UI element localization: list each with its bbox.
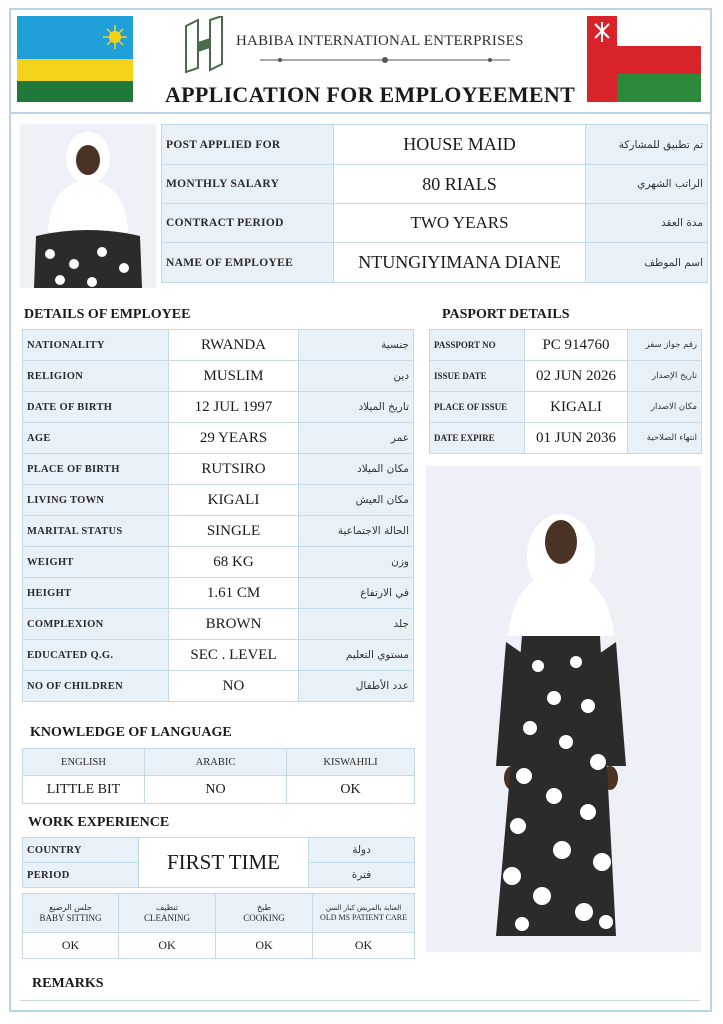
remarks-line [20,1000,700,1001]
table-row [23,454,414,485]
table-row [162,165,708,204]
passport-heading: PASPORT DETAILS [442,307,570,322]
passport-table [429,329,702,454]
table-row [430,330,702,361]
row-arabic: جلد [299,609,414,640]
salary-label: MONTHLY SALARY [162,165,334,204]
rwanda-flag [17,16,133,102]
row-value: SEC . LEVEL [169,640,299,671]
table-row [23,361,414,392]
table-row [162,204,708,243]
work-table [22,837,415,888]
work-heading: WORK EXPERIENCE [28,815,170,830]
skill-patient-care-value: OK [313,933,415,959]
row-arabic: تاريخ الميلاد [299,392,414,423]
row-label: WEIGHT [23,547,169,578]
row-arabic: رقم جواز سفر [628,330,702,361]
table-row [430,361,702,392]
skill-baby-sitting-value: OK [23,933,119,959]
table-row [23,776,415,804]
row-arabic: عدد الأطفال [299,671,414,702]
table-row [430,392,702,423]
row-arabic: دين [299,361,414,392]
row-label: NO OF CHILDREN [23,671,169,702]
post-value: HOUSE MAID [334,125,586,165]
skill-label: OLD MS PATIENT CARE [320,913,407,922]
skills-table [22,893,415,959]
oman-flag [587,16,701,102]
row-value: MUSLIM [169,361,299,392]
row-arabic: مكان الميلاد [299,454,414,485]
row-value: RWANDA [169,330,299,361]
table-row [23,578,414,609]
contract-value: TWO YEARS [334,204,586,243]
row-arabic: مستوي التعليم [299,640,414,671]
skill-arabic: طبخ [257,903,271,912]
row-value: PC 914760 [525,330,628,361]
table-row [23,671,414,702]
language-heading: KNOWLEDGE OF LANGUAGE [30,725,232,740]
row-arabic: مكان العيش [299,485,414,516]
employee-name-arabic: اسم الموطف [586,243,708,283]
skill-arabic: العناية بالمريض كبار السن [325,904,402,912]
skill-label: COOKING [243,913,285,923]
row-value: RUTSIRO [169,454,299,485]
company-name: HABIBA INTERNATIONAL ENTERPRISES [236,33,524,49]
language-header-arabic: ARABIC [145,749,287,776]
skill-patient-care-header [313,894,415,933]
table-row [23,640,414,671]
table-row [162,243,708,283]
table-row [23,894,415,933]
skill-arabic: جلس الرضيع [49,903,92,912]
language-table [22,748,415,804]
table-row [430,423,702,454]
skill-baby-sitting-header [23,894,119,933]
row-value: 02 JUN 2026 [525,361,628,392]
salary-value: 80 RIALS [334,165,586,204]
language-english-value: LITTLE BIT [23,776,145,804]
skill-arabic: تنظيف [156,903,178,912]
row-value: 12 JUL 1997 [169,392,299,423]
row-label: ISSUE DATE [430,361,525,392]
row-arabic: تاريخ الإصدار [628,361,702,392]
period-arabic: فترة [309,863,415,888]
table-row [23,838,415,863]
row-label: AGE [23,423,169,454]
table-row [23,392,414,423]
page-title: APPLICATION FOR EMPLOYEEMENT [164,82,576,107]
post-arabic: تم تطبيق للمشاركة [586,125,708,165]
table-row [23,330,414,361]
ornament-divider [260,55,510,65]
country-arabic: دولة [309,838,415,863]
row-arabic: وزن [299,547,414,578]
remarks-heading: REMARKS [32,976,104,991]
contract-label: CONTRACT PERIOD [162,204,334,243]
row-label: NATIONALITY [23,330,169,361]
skill-label: BABY SITTING [39,913,102,923]
row-arabic: انتهاء الصلاحية [628,423,702,454]
row-label: EDUCATED Q.G. [23,640,169,671]
table-row [23,547,414,578]
period-label: PERIOD [23,863,139,888]
skill-label: CLEANING [144,913,190,923]
row-value: KIGALI [525,392,628,423]
row-value: 1.61 CM [169,578,299,609]
skill-cleaning-header [119,894,216,933]
skill-cleaning-value: OK [119,933,216,959]
row-label: DATE EXPIRE [430,423,525,454]
language-header-kiswahili: KISWAHILI [287,749,415,776]
employee-photo-small [20,124,156,288]
language-header-english: ENGLISH [23,749,145,776]
table-row [23,423,414,454]
row-label: DATE OF BIRTH [23,392,169,423]
table-row [23,516,414,547]
row-arabic: مكان الاصدار [628,392,702,423]
row-label: PLACE OF BIRTH [23,454,169,485]
language-kiswahili-value: OK [287,776,415,804]
employee-photo-full [426,466,701,952]
row-label: PASSPORT NO [430,330,525,361]
row-arabic: الحالة الاجتماعية [299,516,414,547]
row-value: NO [169,671,299,702]
details-heading: DETAILS OF EMPLOYEE [24,307,191,322]
details-table [22,329,414,702]
row-label: MARITAL STATUS [23,516,169,547]
contract-arabic: مدة العقد [586,204,708,243]
table-row [23,749,415,776]
table-row [162,125,708,165]
top-info-table [161,124,708,283]
header-divider [11,112,710,114]
skill-cooking-value: OK [216,933,313,959]
row-value: KIGALI [169,485,299,516]
row-label: LIVING TOWN [23,485,169,516]
row-label: COMPLEXION [23,609,169,640]
row-arabic: عمر [299,423,414,454]
row-label: HEIGHT [23,578,169,609]
table-row [23,933,415,959]
row-arabic: جنسية [299,330,414,361]
h-logo-icon [180,16,228,74]
post-label: POST APPLIED FOR [162,125,334,165]
row-value: 01 JUN 2036 [525,423,628,454]
employee-name-value: NTUNGIYIMANA DIANE [334,243,586,283]
row-label: PLACE OF ISSUE [430,392,525,423]
skill-cooking-header [216,894,313,933]
work-experience-value: FIRST TIME [139,838,309,888]
row-arabic: في الارتفاع [299,578,414,609]
salary-arabic: الراتب الشهري [586,165,708,204]
row-value: SINGLE [169,516,299,547]
table-row [23,485,414,516]
country-label: COUNTRY [23,838,139,863]
table-row [23,609,414,640]
row-value: 29 YEARS [169,423,299,454]
language-arabic-value: NO [145,776,287,804]
employee-name-label: NAME OF EMPLOYEE [162,243,334,283]
row-value: 68 KG [169,547,299,578]
row-value: BROWN [169,609,299,640]
row-label: RELIGION [23,361,169,392]
